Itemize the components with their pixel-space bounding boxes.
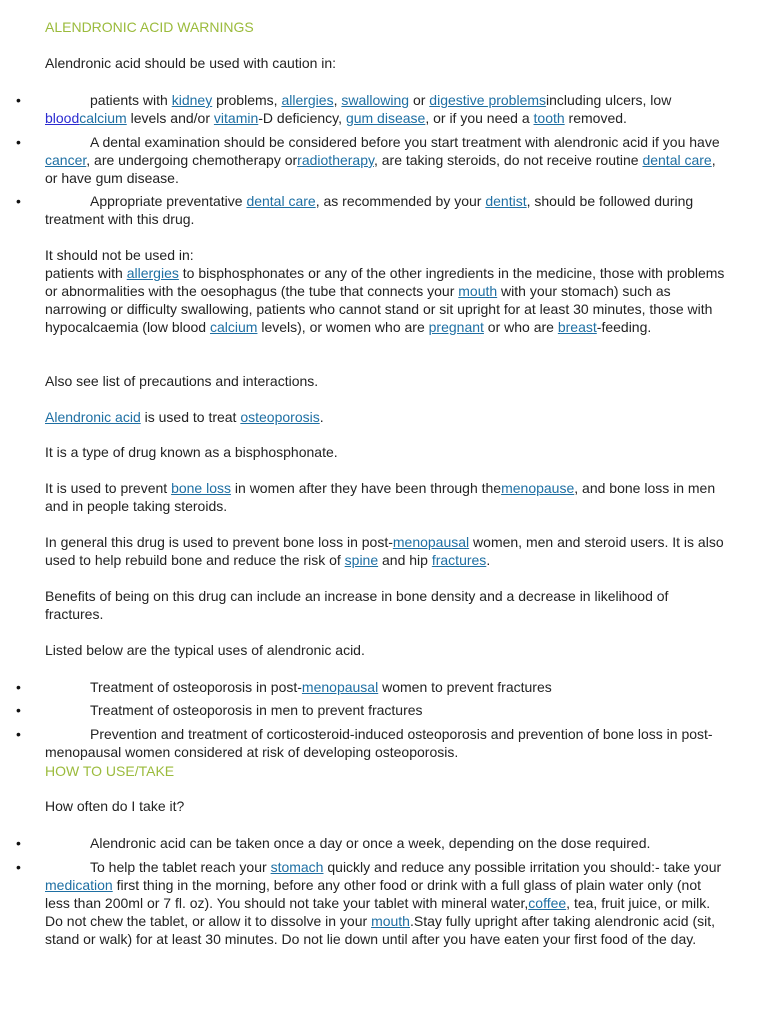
text-run: to bisphosphonates or any of the other ingredients in the medicine, those with problems or abnormalities with the oesophagus (the tube that connects your — [45, 265, 725, 299]
also-see-paragraph: Also see list of precautions and interactions. — [45, 373, 319, 389]
text-run: women, men and steroid users. It is also used to help rebuild bone and reduce the risk of — [45, 534, 724, 568]
text-run: removed. — [564, 110, 627, 126]
bullet-marker: • — [16, 859, 21, 875]
drug-type-paragraph: It is a type of drug known as a bisphosphonate. — [45, 444, 338, 460]
link-allergies[interactable]: allergies — [281, 92, 334, 108]
link-stomach[interactable]: stomach — [270, 859, 324, 875]
text-run: In general this drug is used to prevent bone loss in post- — [45, 534, 393, 550]
prevent-paragraph — [45, 479, 725, 515]
warning-item-2 — [45, 133, 725, 187]
text-run: Treatment of osteoporosis in post- — [90, 679, 302, 695]
text-run: Prevention and treatment of corticosteroid-induced osteoporosis and prevention of bone loss in post-menopausal women considered at risk of developing osteoporosis. — [45, 726, 713, 760]
text-run: .Stay fully upright after taking alendronic acid (sit, stand or walk) for at least 30 minutes. Do not lie down until after you have eaten your first food of the day. — [45, 913, 716, 947]
text-run: problems, — [212, 92, 282, 108]
bullet-marker: • — [16, 134, 21, 150]
text-run: or — [409, 92, 430, 108]
text-run: -feeding. — [596, 319, 652, 335]
text-run: levels), or women who are — [257, 319, 429, 335]
text-run: To help the tablet reach your — [90, 859, 271, 875]
uses-intro-paragraph: Listed below are the typical uses of alendronic acid. — [45, 642, 365, 658]
use-item-2 — [45, 701, 725, 719]
bullet-marker: • — [16, 702, 21, 718]
bullet-marker: • — [16, 193, 21, 209]
text-run: , and bone loss in men and in people taking steroids. — [45, 480, 716, 514]
link-vitamin[interactable]: vitamin — [213, 110, 259, 126]
use-item-3 — [45, 725, 725, 761]
text-run: patients with — [45, 265, 127, 281]
text-run: and hip — [378, 552, 432, 568]
dosing-item-1 — [45, 834, 725, 852]
text-run: Appropriate preventative — [90, 193, 247, 209]
link-spine[interactable]: spine — [344, 552, 379, 568]
link-radiotherapy[interactable]: radiotherapy — [297, 152, 374, 168]
benefits-paragraph: Benefits of being on this drug can include an increase in bone density and a decrease in likelihood of fractures. — [45, 588, 669, 622]
link-breast[interactable]: breast — [557, 319, 597, 335]
dosing-item-2 — [45, 858, 725, 948]
text-run: . — [486, 552, 491, 568]
link-coffee[interactable]: coffee — [528, 895, 567, 911]
link-medication[interactable]: medication — [45, 877, 113, 893]
text-run: , tea, fruit juice, or milk. Do not chew the tablet, or allow it to dissolve in your — [45, 895, 711, 929]
link-fractures[interactable]: fractures — [431, 552, 487, 568]
link-calcium[interactable]: calcium — [209, 319, 258, 335]
link-osteoporosis[interactable]: osteoporosis — [240, 409, 320, 425]
link-calcium[interactable]: calcium — [79, 110, 127, 126]
text-run: or who are — [483, 319, 558, 335]
text-run: patients with — [90, 92, 172, 108]
link-bone-loss[interactable]: bone loss — [171, 480, 232, 496]
bullet-marker: • — [16, 92, 21, 108]
text-run: , are taking steroids, do not receive routine — [373, 152, 643, 168]
text-run: . — [319, 409, 324, 425]
bullet-marker: • — [16, 726, 21, 742]
warning-item-1 — [45, 91, 725, 127]
link-dental-care[interactable]: dental care — [642, 152, 712, 168]
link-digestive-problems[interactable]: digestive problems — [429, 92, 547, 108]
link-mouth[interactable]: mouth — [458, 283, 498, 299]
link-menopausal[interactable]: menopausal — [392, 534, 470, 550]
general-use-paragraph — [45, 533, 725, 569]
text-run: , or have gum disease. — [45, 152, 716, 186]
link-dentist[interactable]: dentist — [485, 193, 527, 209]
bullet-marker: • — [16, 679, 21, 695]
contraindications-heading: It should not be used in: — [45, 247, 194, 263]
text-run: , or if you need a — [425, 110, 534, 126]
text-run: , — [333, 92, 342, 108]
warning-item-3 — [45, 192, 725, 228]
how-often-question: How often do I take it? — [45, 798, 185, 814]
text-run: -D deficiency, — [258, 110, 346, 126]
section-heading-warnings: ALENDRONIC ACID WARNINGS — [45, 19, 254, 35]
contraindications-paragraph — [45, 264, 725, 336]
text-run: levels and/or — [126, 110, 214, 126]
text-run: quickly and reduce any possible irritation you should:- take your — [323, 859, 722, 875]
text-run: , as recommended by your — [315, 193, 486, 209]
link-swallowing[interactable]: swallowing — [341, 92, 410, 108]
text-run: first thing in the morning, before any other food or drink with a full glass of plain water only (not less than 200ml or 7 fl. oz). You should not take your tablet with mineral water, — [45, 877, 702, 911]
link-allergies[interactable]: allergies — [126, 265, 179, 281]
use-item-1 — [45, 678, 725, 696]
link-cancer[interactable]: cancer — [45, 152, 87, 168]
link-alendronic-acid[interactable]: Alendronic acid — [45, 409, 141, 425]
text-run: , are undergoing chemotherapy or — [86, 152, 298, 168]
text-run: It is used to prevent — [45, 480, 172, 496]
bullet-marker: • — [16, 835, 21, 851]
section-heading-how-to-use: HOW TO USE/TAKE — [45, 763, 175, 779]
link-tooth[interactable]: tooth — [533, 110, 565, 126]
text-run: with your stomach) such as narrowing or difficulty swallowing, patients who cannot stand or sit upright for at least 30 minutes, those with hypocalcaemia (low blood — [45, 283, 713, 335]
text-run: , should be followed during treatment with this drug. — [45, 193, 694, 227]
text-run: in women after they have been through the — [231, 480, 502, 496]
link-mouth[interactable]: mouth — [371, 913, 410, 929]
link-dental-care[interactable]: dental care — [246, 193, 316, 209]
link-gum-disease[interactable]: gum disease — [345, 110, 426, 126]
text-run: including ulcers, low — [546, 92, 672, 108]
treat-paragraph — [45, 408, 725, 426]
text-run: is used to treat — [140, 409, 241, 425]
text-run: A dental examination should be considered before you start treatment with alendronic acid if you have — [90, 134, 720, 150]
text-run: women to prevent fractures — [378, 679, 552, 695]
link-menopausal[interactable]: menopausal — [301, 679, 379, 695]
intro-paragraph: Alendronic acid should be used with caution in: — [45, 55, 337, 71]
link-blood[interactable]: blood — [45, 110, 80, 126]
link-pregnant[interactable]: pregnant — [428, 319, 484, 335]
link-kidney[interactable]: kidney — [171, 92, 213, 108]
text-run: Treatment of osteoporosis in men to prevent fractures — [90, 702, 423, 718]
link-menopause[interactable]: menopause — [501, 480, 575, 496]
text-run: Alendronic acid can be taken once a day or once a week, depending on the dose required. — [90, 835, 651, 851]
